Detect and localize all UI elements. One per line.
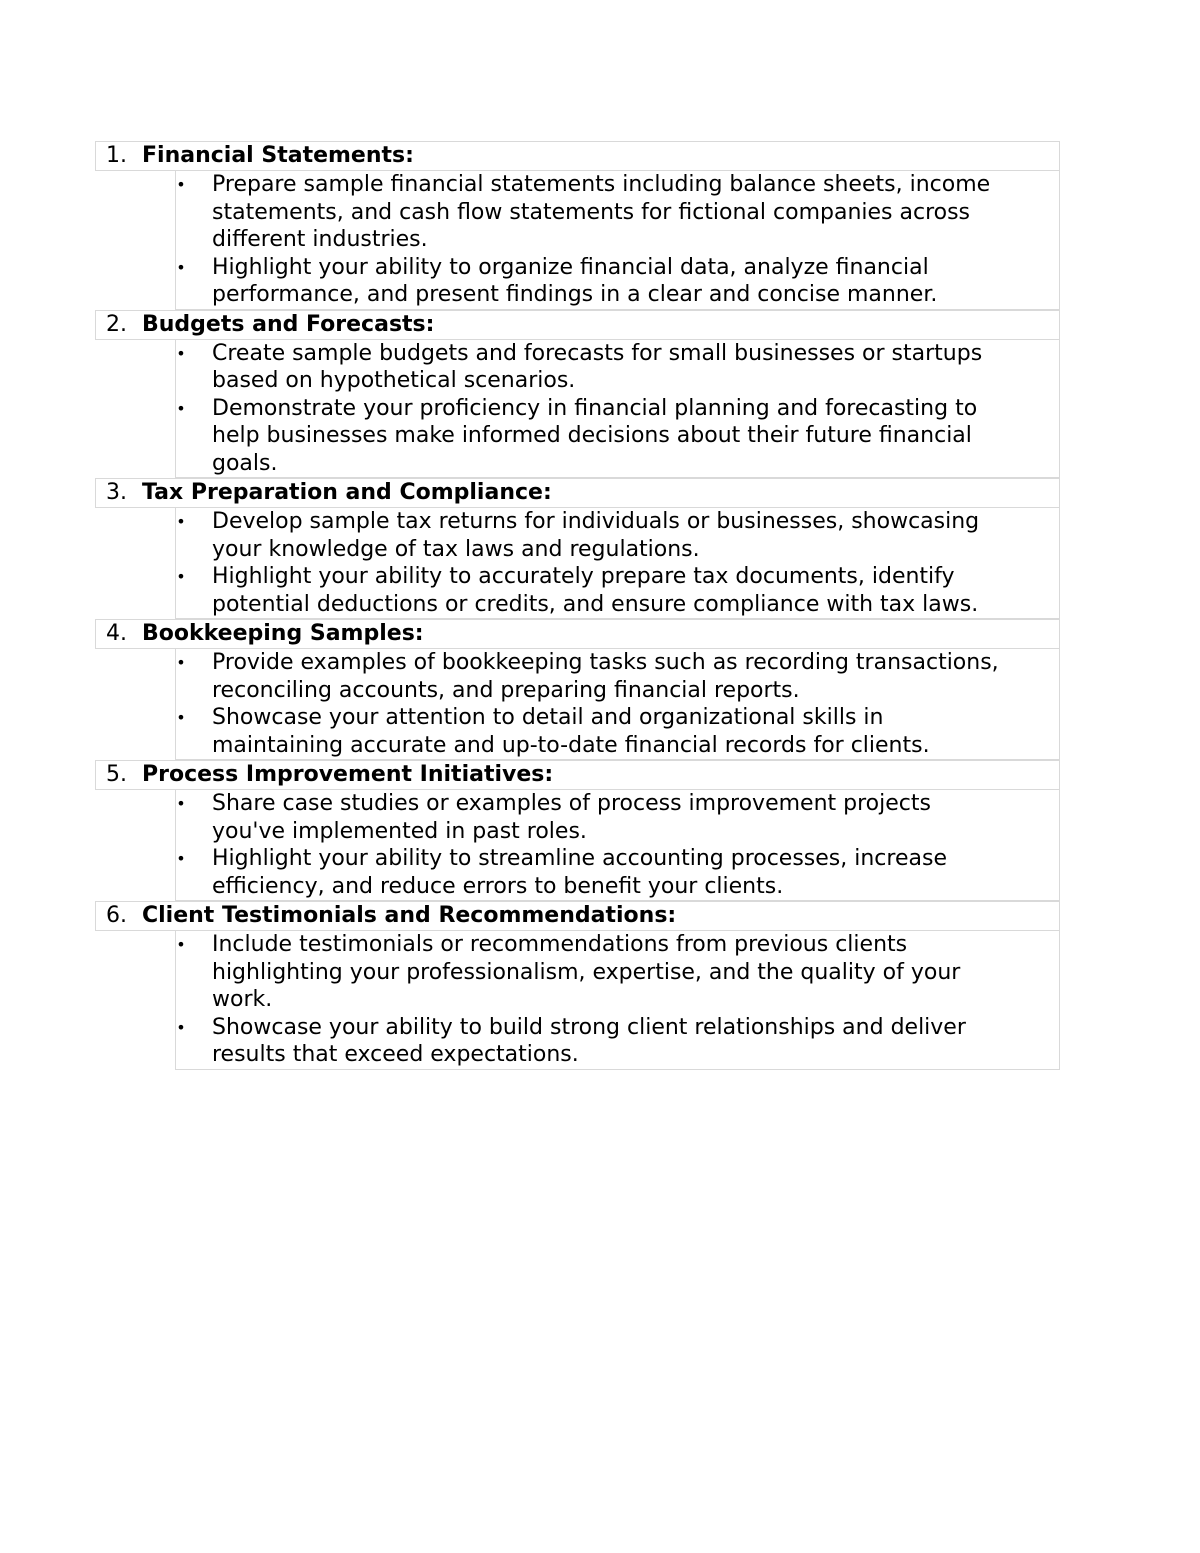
bullet-icon: • [176, 1017, 186, 1037]
bullet-icon: • [176, 935, 186, 954]
list-item [176, 845, 1059, 900]
item-text-line: goals. [212, 450, 278, 476]
list-section [95, 760, 1060, 901]
item-text-line: reconciling accounts, and preparing financial reports. [212, 677, 800, 703]
bullet-list [175, 171, 1060, 310]
list-item [176, 171, 1059, 254]
section-number: 1. [106, 143, 127, 168]
item-text-line: results that exceed expectations. [212, 1042, 579, 1067]
item-text-line: Highlight your ability to accurately prepare tax documents, identify [212, 564, 955, 589]
section-number: 6. [106, 903, 127, 928]
section-heading-row [95, 310, 1060, 340]
list-item [176, 395, 1059, 478]
list-item [176, 563, 1059, 618]
item-text-line: Showcase your ability to build strong client relationships and deliver [212, 1014, 966, 1040]
list-section [95, 478, 1060, 619]
list-item [176, 254, 1059, 309]
item-text-line: work. [212, 987, 273, 1012]
bullet-icon: • [176, 794, 186, 813]
list-section [95, 901, 1060, 1070]
section-heading: Tax Preparation and Compliance: [142, 480, 552, 505]
list-item [176, 931, 1059, 1014]
item-text-line: statements, and cash flow statements for fictional companies across [212, 199, 971, 225]
bullet-list [175, 649, 1060, 760]
item-text-line: potential deductions or credits, and ensure compliance with tax laws. [212, 591, 979, 617]
section-number: 2. [106, 311, 127, 337]
section-heading-row [95, 141, 1060, 171]
list-section [95, 141, 1060, 310]
list-item [176, 340, 1059, 395]
bullet-icon: • [176, 343, 186, 363]
item-text-line: Develop sample tax returns for individuals or businesses, showcasing [212, 509, 980, 534]
item-text-line: performance, and present findings in a clear and concise manner. [212, 282, 938, 307]
bullet-list [175, 790, 1060, 901]
document-body [95, 141, 1060, 1070]
section-heading: Budgets and Forecasts: [142, 311, 435, 337]
item-text-line: help businesses make informed decisions about their future financial [212, 423, 972, 448]
item-text-line: your knowledge of tax laws and regulations. [212, 536, 700, 562]
bullet-icon: • [176, 567, 186, 586]
item-text-line: efficiency, and reduce errors to benefit your clients. [212, 873, 784, 899]
section-heading: Bookkeeping Samples: [142, 621, 424, 646]
section-number: 3. [106, 480, 127, 505]
section-heading-row [95, 478, 1060, 508]
list-item [176, 1014, 1059, 1069]
section-heading: Client Testimonials and Recommendations: [142, 903, 677, 928]
bullet-icon: • [176, 257, 186, 277]
bullet-icon: • [176, 512, 186, 531]
bullet-icon: • [176, 175, 186, 194]
item-text-line: Highlight your ability to streamline accounting processes, increase [212, 846, 947, 871]
item-text-line: Include testimonials or recommendations from previous clients [212, 932, 908, 957]
list-item [176, 790, 1059, 845]
bullet-list [175, 931, 1060, 1070]
item-text-line: different industries. [212, 227, 428, 252]
section-heading-row [95, 901, 1060, 931]
item-text-line: based on hypothetical scenarios. [212, 368, 576, 393]
section-heading: Financial Statements: [142, 143, 414, 168]
item-text-line: you've implemented in past roles. [212, 818, 587, 844]
section-heading-row [95, 760, 1060, 790]
item-text-line: Share case studies or examples of process improvement projects [212, 791, 931, 816]
bullet-list [175, 508, 1060, 619]
bullet-icon: • [176, 398, 186, 418]
section-number: 5. [106, 762, 127, 787]
item-text-line: Demonstrate your proficiency in financial planning and forecasting to [212, 395, 978, 421]
list-section [95, 619, 1060, 760]
section-heading: Process Improvement Initiatives: [142, 762, 554, 787]
bullet-icon: • [176, 708, 186, 727]
item-text-line: Provide examples of bookkeeping tasks such as recording transactions, [212, 650, 999, 675]
item-text-line: Showcase your attention to detail and organizational skills in [212, 705, 884, 730]
list-item [176, 649, 1059, 704]
bullet-list [175, 340, 1060, 479]
list-item [176, 704, 1059, 759]
item-text-line: highlighting your professionalism, expertise, and the quality of your [212, 959, 961, 985]
list-section [95, 310, 1060, 479]
item-text-line: Highlight your ability to organize financial data, analyze financial [212, 254, 929, 280]
bullet-icon: • [176, 849, 186, 868]
item-text-line: Prepare sample financial statements including balance sheets, income [212, 172, 991, 197]
section-heading-row [95, 619, 1060, 649]
item-text-line: maintaining accurate and up-to-date financial records for clients. [212, 732, 930, 758]
item-text-line: Create sample budgets and forecasts for small businesses or startups [212, 340, 983, 366]
list-item [176, 508, 1059, 563]
section-number: 4. [106, 621, 127, 646]
bullet-icon: • [176, 653, 186, 672]
